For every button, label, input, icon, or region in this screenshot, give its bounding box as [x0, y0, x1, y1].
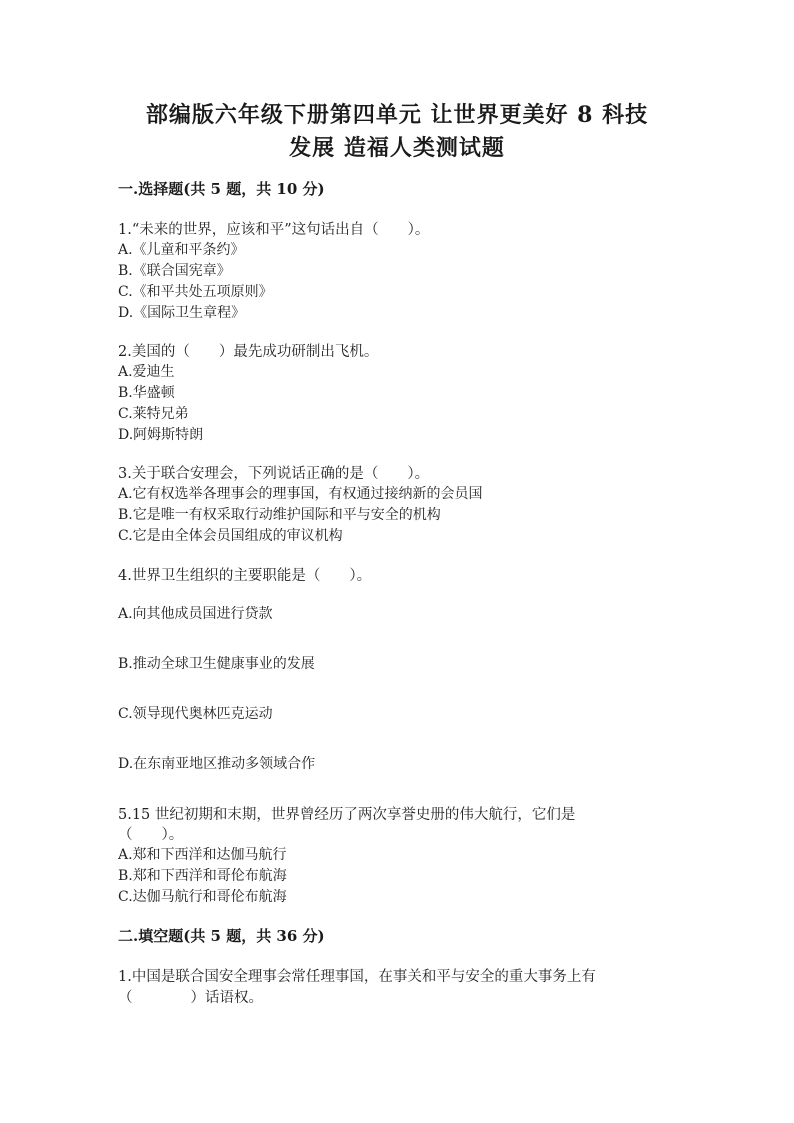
answer-option: A.爱迪生	[118, 364, 175, 380]
answer-option: A.《儿童和平条约》	[118, 242, 245, 258]
answer-option: B.推动全球卫生健康事业的发展	[118, 656, 315, 672]
answer-option: C.《和平共处五项原则》	[118, 284, 273, 300]
answer-option: D.在东南亚地区推动多领域合作	[118, 756, 316, 772]
answer-option: B.《联合国宪章》	[118, 263, 231, 279]
answer-option: C.它是由全体会员国组成的审议机构	[118, 528, 343, 544]
page-title-line-1: 部编版六年级下册第四单元 让世界更美好 8 科技	[145, 102, 649, 128]
answer-option: D.阿姆斯特朗	[118, 427, 204, 443]
section-heading-choice: 一.选择题(共 5 题，共 10 分)	[118, 180, 325, 198]
answer-option: A.郑和下西洋和达伽马航行	[118, 847, 287, 863]
answer-option: B.郑和下西洋和哥伦布航海	[118, 868, 287, 884]
section-heading-fill-in: 二.填空题(共 5 题，共 36 分)	[118, 927, 325, 945]
question-stem: 1.“未来的世界，应该和平”这句话出自（ ）。	[118, 222, 430, 238]
answer-option: A.向其他成员国进行贷款	[118, 606, 273, 622]
question-stem-continuation: （ ）。	[118, 827, 184, 843]
question-stem-continuation: （ ）话语权。	[118, 990, 263, 1006]
question-stem: 3.关于联合安理会，下列说话正确的是（ ）。	[118, 466, 430, 482]
answer-option: A.它有权选举各理事会的理事国，有权通过接纳新的会员国	[118, 486, 483, 502]
question-stem: 4.世界卫生组织的主要职能是（ ）。	[118, 568, 372, 584]
page-title-line-2: 发展 造福人类测试题	[289, 135, 505, 161]
question-stem: 1.中国是联合国安全理事会常任理事国，在事关和平与安全的重大事务上有	[118, 969, 596, 985]
answer-option: C.领导现代奥林匹克运动	[118, 706, 273, 722]
answer-option: B.它是唯一有权采取行动维护国际和平与安全的机构	[118, 507, 441, 523]
answer-option: B.华盛顿	[118, 385, 175, 401]
question-stem: 2.美国的（ ）最先成功研制出飞机。	[118, 344, 379, 360]
question-stem: 5.15 世纪初期和末期，世界曾经历了两次享誉史册的伟大航行，它们是	[118, 807, 576, 823]
answer-option: D.《国际卫生章程》	[118, 305, 246, 321]
answer-option: C.达伽马航行和哥伦布航海	[118, 889, 287, 905]
answer-option: C.莱特兄弟	[118, 406, 189, 422]
